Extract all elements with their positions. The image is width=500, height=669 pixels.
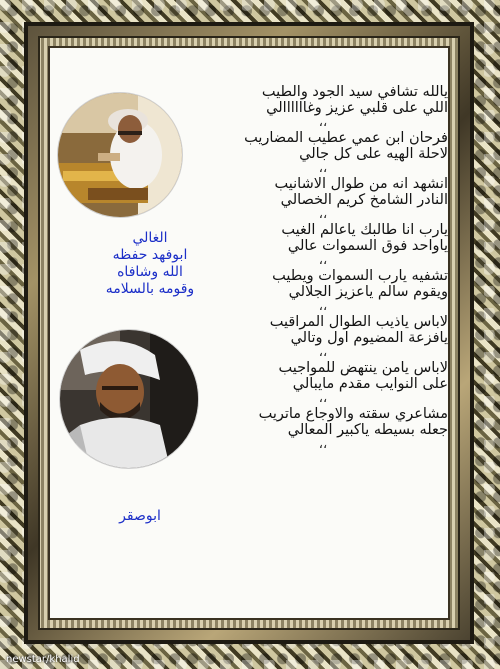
poem	[198, 84, 448, 452]
poem-stanza	[198, 406, 448, 438]
stanza-separator: ،،	[318, 161, 328, 176]
poem-line: يافزعة المضيوم اول وتالي	[290, 330, 448, 346]
poem-line: اللي على قلبي عزيز وغاااااالي	[266, 100, 448, 116]
poem-line: انشهد انه من طوال الاشانيب	[274, 176, 448, 192]
caption-line: وقومه بالسلامه	[105, 281, 195, 297]
poem-line: على النوايب مقدم مايبالي	[292, 376, 448, 392]
poem-stanza	[198, 360, 448, 392]
poem-line: جعله بسيطه ياكبير المعالي	[287, 422, 448, 438]
stanza-separator: ،،	[318, 253, 328, 268]
poem-line: لاحلة الهيه على كل جالي	[299, 146, 448, 162]
stanza-separator: ،،	[318, 345, 328, 360]
poem-stanza	[198, 222, 448, 254]
poem-line: مشاعري سقته والاوجاع ماتريب	[258, 406, 448, 422]
poem-line: لاباس يامن ينتهض للمواجيب	[278, 360, 448, 376]
avatar-abufahad	[58, 93, 182, 217]
caption-abusaqr: ابوصقر	[119, 508, 161, 524]
portrait-photo-1	[58, 93, 182, 217]
caption-line: ابوفهد حفظه	[112, 247, 188, 263]
poem-line: يالله تشافي سيد الجود والطيب	[261, 84, 448, 100]
portrait-photo-2	[60, 330, 198, 468]
poem-line: النادر الشامخ كريم الخصالي	[280, 192, 448, 208]
poem-stanza	[198, 84, 448, 116]
avatar-abusaqr	[60, 330, 198, 468]
caption-abufahad	[90, 230, 210, 298]
poem-line: يارب انا طالبك ياعالم الغيب	[281, 222, 448, 238]
poem-line: تشفيه يارب السموات ويطيب	[272, 268, 448, 284]
stanza-separator: ،،	[318, 207, 328, 222]
caption-line: الغالي	[132, 230, 168, 246]
poem-stanza	[198, 130, 448, 162]
poem-stanza	[198, 268, 448, 300]
stanza-separator: ،،	[318, 299, 328, 314]
stanza-separator: ،،	[318, 391, 328, 406]
poem-line: ياواحد فوق السموات عالي	[287, 238, 448, 254]
stanza-separator: ،،	[318, 115, 328, 130]
stanza-separator: ،،	[318, 437, 328, 452]
poem-stanza	[198, 176, 448, 208]
caption-line: الله وشافاه	[117, 264, 183, 280]
poem-line: لاباس ياذيب الطوال المراقيب	[269, 314, 448, 330]
poem-line: فرحان ابن عمي عطيب المضاريب	[244, 130, 448, 146]
poem-stanza	[198, 314, 448, 346]
poem-line: ويقوم سالم ياعزيز الجلالي	[288, 284, 448, 300]
watermark: newstar/khalid	[6, 654, 80, 665]
